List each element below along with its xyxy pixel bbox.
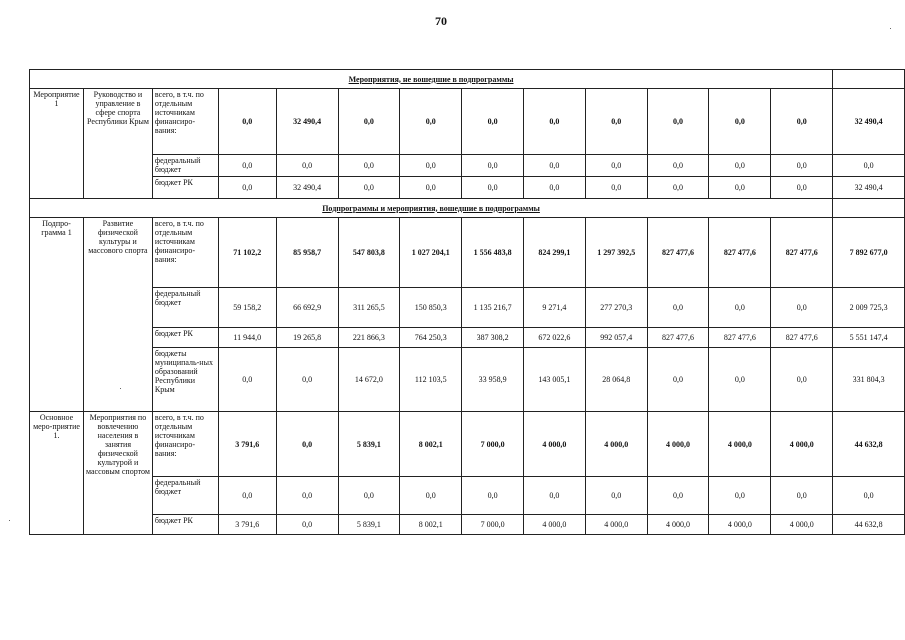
value-cell: 0,0 [400,177,462,199]
value-cell: 827 477,6 [647,328,709,348]
value-cell: 0,0 [462,177,524,199]
value-cell: 71 102,2 [218,218,276,288]
value-cell: 4 000,0 [523,412,585,477]
value-cell: 0,0 [523,89,585,155]
value-cell: 0,0 [338,89,400,155]
value-cell: 0,0 [276,477,338,515]
value-cell: 0,0 [276,348,338,412]
funding-source-cell: бюджет РК [152,515,218,535]
funding-source-cell: бюджет РК [152,328,218,348]
value-cell: 0,0 [218,477,276,515]
section-heading: Подпрограммы и мероприятия, вошедшие в подпрограммы [30,199,833,218]
value-cell: 0,0 [647,477,709,515]
value-cell: 4 000,0 [523,515,585,535]
value-cell: 4 000,0 [709,515,771,535]
value-cell: 0,0 [338,177,400,199]
value-cell: 0,0 [647,288,709,328]
value-cell: 0,0 [276,412,338,477]
section-heading: Мероприятия, не вошедшие в подпрограммы [30,70,833,89]
value-cell: 0,0 [833,155,905,177]
value-cell: 3 791,6 [218,412,276,477]
value-cell: 8 002,1 [400,515,462,535]
value-cell: 0,0 [400,89,462,155]
funding-source-cell: всего, в т.ч. по отдельным источникам финансиро-вания: [152,218,218,288]
value-cell: 824 299,1 [523,218,585,288]
value-cell: 0,0 [400,477,462,515]
funding-source-cell: федеральный бюджет [152,477,218,515]
value-cell: 4 000,0 [585,515,647,535]
value-cell: 827 477,6 [647,218,709,288]
value-cell: 8 002,1 [400,412,462,477]
status-cell: Подпро-грамма 1 [30,218,84,412]
status-cell: Основное меро-приятие 1. [30,412,84,535]
name-cell: Развитие физической культуры и массового спорта [83,218,152,412]
value-cell: 66 692,9 [276,288,338,328]
value-cell: 827 477,6 [709,328,771,348]
value-cell: 0,0 [771,155,833,177]
value-cell: 9 271,4 [523,288,585,328]
value-cell: 112 103,5 [400,348,462,412]
status-cell: Мероприятие 1 [30,89,84,199]
value-cell: 0,0 [276,515,338,535]
value-cell: 0,0 [585,89,647,155]
value-cell: 0,0 [833,477,905,515]
value-cell: 0,0 [585,155,647,177]
value-cell: 4 000,0 [585,412,647,477]
value-cell: 827 477,6 [709,218,771,288]
value-cell: 5 839,1 [338,515,400,535]
value-cell: 0,0 [647,89,709,155]
scan-speck [120,388,121,389]
value-cell: 28 064,8 [585,348,647,412]
value-cell: 0,0 [771,288,833,328]
value-cell: 0,0 [338,155,400,177]
funding-source-cell: бюджет РК [152,177,218,199]
value-cell: 0,0 [709,477,771,515]
table-row [30,477,905,515]
value-cell: 7 000,0 [462,515,524,535]
table-row [30,412,905,477]
value-cell: 0,0 [771,348,833,412]
value-cell: 0,0 [218,348,276,412]
value-cell: 827 477,6 [771,328,833,348]
value-cell: 5 839,1 [338,412,400,477]
value-cell: 0,0 [276,155,338,177]
value-cell: 0,0 [218,177,276,199]
value-cell: 0,0 [771,177,833,199]
value-cell: 0,0 [647,155,709,177]
table-row [30,218,905,288]
page-number: 70 [435,14,447,28]
value-cell: 0,0 [462,89,524,155]
value-cell: 672 022,6 [523,328,585,348]
value-cell: 0,0 [400,155,462,177]
table-row [30,288,905,328]
value-cell: 3 791,6 [218,515,276,535]
value-cell: 547 803,8 [338,218,400,288]
value-cell: 764 250,3 [400,328,462,348]
funding-source-cell: федеральный бюджет [152,288,218,328]
value-cell: 1 027 204,1 [400,218,462,288]
value-cell: 0,0 [771,89,833,155]
value-cell: 44 632,8 [833,412,905,477]
value-cell: 143 005,1 [523,348,585,412]
value-cell: 2 009 725,3 [833,288,905,328]
table-row [30,89,905,155]
value-cell: 59 158,2 [218,288,276,328]
value-cell: 7 000,0 [462,412,524,477]
value-cell: 1 297 392,5 [585,218,647,288]
value-cell: 44 632,8 [833,515,905,535]
value-cell: 4 000,0 [771,412,833,477]
value-cell: 19 265,8 [276,328,338,348]
value-cell: 4 000,0 [771,515,833,535]
value-cell: 0,0 [585,477,647,515]
scan-speck [9,520,10,521]
value-cell: 0,0 [771,477,833,515]
value-cell: 0,0 [218,155,276,177]
value-cell: 311 265,5 [338,288,400,328]
value-cell: 827 477,6 [771,218,833,288]
value-cell: 0,0 [523,177,585,199]
table-row [30,515,905,535]
value-cell: 32 490,4 [276,89,338,155]
value-cell: 0,0 [338,477,400,515]
funding-source-cell: федеральный бюджет [152,155,218,177]
value-cell: 32 490,4 [833,177,905,199]
value-cell: 5 551 147,4 [833,328,905,348]
value-cell: 0,0 [709,348,771,412]
value-cell: 85 958,7 [276,218,338,288]
value-cell: 7 892 677,0 [833,218,905,288]
budget-table [29,69,905,535]
value-cell: 0,0 [709,89,771,155]
section-blank-cell [833,199,905,218]
value-cell: 0,0 [709,288,771,328]
scan-speck [890,28,891,29]
value-cell: 0,0 [709,177,771,199]
value-cell: 33 958,9 [462,348,524,412]
value-cell: 32 490,4 [276,177,338,199]
value-cell: 0,0 [462,477,524,515]
value-cell: 0,0 [218,89,276,155]
value-cell: 0,0 [647,177,709,199]
value-cell: 4 000,0 [709,412,771,477]
value-cell: 331 804,3 [833,348,905,412]
value-cell: 0,0 [585,177,647,199]
table-row [30,177,905,199]
value-cell: 0,0 [647,348,709,412]
name-cell: Руководство и управление в сфере спорта Республики Крым [83,89,152,199]
value-cell: 32 490,4 [833,89,905,155]
table-row [30,348,905,412]
value-cell: 0,0 [462,155,524,177]
section-row [30,70,905,89]
funding-source-cell: бюджеты муниципаль-ных образований Республики Крым [152,348,218,412]
value-cell: 4 000,0 [647,412,709,477]
funding-source-cell: всего, в т.ч. по отдельным источникам финансиро-вания: [152,412,218,477]
value-cell: 1 135 216,7 [462,288,524,328]
name-cell: Мероприятия по вовлечению населения в занятия физической культурой и массовым спортом [83,412,152,535]
value-cell: 277 270,3 [585,288,647,328]
table-row [30,155,905,177]
value-cell: 992 057,4 [585,328,647,348]
table-row [30,328,905,348]
section-blank-cell [833,70,905,89]
value-cell: 150 850,3 [400,288,462,328]
value-cell: 221 866,3 [338,328,400,348]
value-cell: 4 000,0 [647,515,709,535]
value-cell: 387 308,2 [462,328,524,348]
value-cell: 1 556 483,8 [462,218,524,288]
funding-source-cell: всего, в т.ч. по отдельным источникам финансиро-вания: [152,89,218,155]
value-cell: 11 944,0 [218,328,276,348]
value-cell: 0,0 [523,155,585,177]
value-cell: 0,0 [709,155,771,177]
section-row [30,199,905,218]
value-cell: 14 672,0 [338,348,400,412]
value-cell: 0,0 [523,477,585,515]
